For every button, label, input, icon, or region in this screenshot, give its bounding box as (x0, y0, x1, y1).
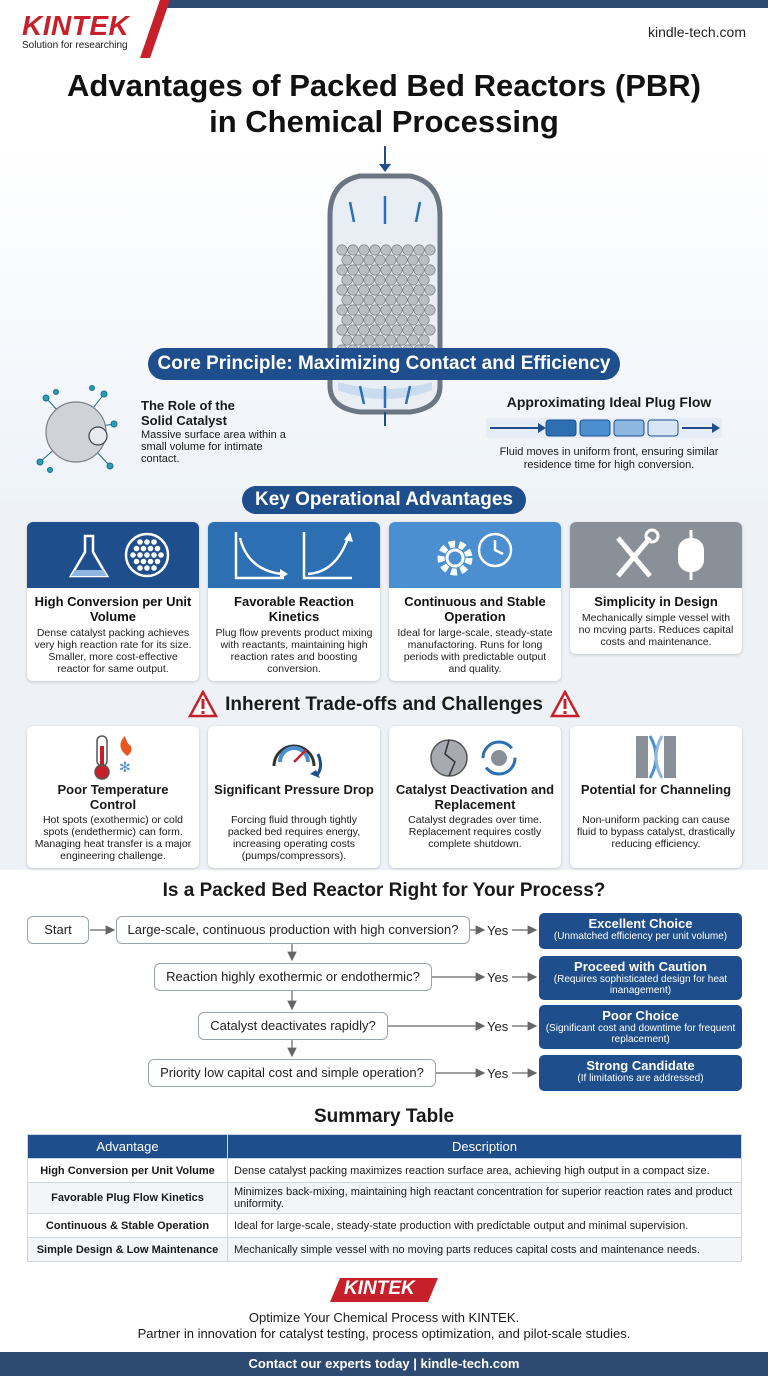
result-title: Proceed with Caution (574, 959, 707, 974)
table-cell-advantage: Simple Design & Low Maintenance (28, 1238, 228, 1262)
core-principle-banner: Core Principle: Maximizing Contact and Efficiency (148, 348, 620, 380)
card-description: Hot spots (exothermic) or cold spots (endethermic) can form. Managing heat transfer is a major engineering challenge. (34, 814, 192, 862)
flow-result (539, 956, 742, 1000)
catalyst-role-description: Massive surface area within a small volume for intimate contact. (141, 429, 286, 465)
summary-table (27, 1134, 742, 1262)
footer-tagline-2: Partner in innovation for catalyst testing, process optimization, and pilot-scale studies. (137, 1326, 631, 1341)
plug-flow-title: Approximating Ideal Plug Flow (506, 394, 712, 410)
logo-tagline: Solution for researching (22, 40, 128, 51)
card-description: Catalyst degrades over time. Replacement requires costly complete shutdown. (408, 814, 542, 850)
table-cell-description: Ideal for large-scale, steady-state production with predictable output and minimal supervision. (228, 1214, 742, 1238)
flow-question: Large-scale, continuous production with high conversion? (116, 916, 470, 944)
table-row (28, 1159, 742, 1183)
summary-table-title: Summary Table (313, 1106, 455, 1127)
flow-question: Priority low capital cost and simple operation? (148, 1059, 436, 1087)
card-title: Catalyst Deactivation and Replacement (395, 782, 555, 812)
advantages-banner: Key Operational Advantages (242, 486, 526, 514)
card-title: High Conversion per Unit Volume (34, 594, 192, 624)
card-title: Favorable Reaction Kinetics (234, 594, 354, 624)
card-description: Forcing fluid through tightly packed bed requires energy, increasing operating costs (pumps/compressors). (227, 814, 361, 862)
flow-question: Reaction highly exothermic or endothermic? (154, 963, 432, 991)
card-description: Dense catalyst packing achieves very high reaction rate for its size. Smaller, more cost-effective reactor for same output. (34, 627, 192, 675)
table-row (28, 1238, 742, 1262)
column-header-description: Description (228, 1135, 742, 1159)
flow-yes-label: Yes (487, 1019, 509, 1034)
result-title: Strong Candidate (586, 1058, 695, 1073)
table-cell-advantage: Favorable Plug Flow Kinetics (28, 1183, 228, 1214)
flow-result (539, 1005, 742, 1049)
card-title: Poor Temperature Control (57, 782, 169, 812)
card-description: Non-uniform packing can cause fluid to bypass catalyst, drastically reducing efficiency. (576, 814, 736, 850)
title-line-2: in Chemical Processing (209, 104, 559, 139)
column-header-advantage: Advantage (28, 1135, 228, 1159)
card-description: Mechanically simple vessel with no mcving parts. Reduces capital costs and maintenance. (578, 612, 734, 648)
card-title: Continuous and Stable Operation (404, 594, 546, 624)
table-cell-advantage: Continuous & Stable Operation (28, 1214, 228, 1238)
table-cell-advantage: High Conversion per Unit Volume (28, 1159, 228, 1183)
flow-result (539, 913, 742, 949)
result-subtitle: (If limitations are addressed) (577, 1073, 704, 1084)
table-row (28, 1183, 742, 1214)
decision-flow-title: Is a Packed Bed Reactor Right for Your Process? (162, 880, 606, 901)
card-description: Ideal for large-scale, steady-state manufactoring. Runs for long periods with predictable output and quality. (397, 627, 553, 675)
catalyst-role-title: The Role of the Solid Catalyst (141, 398, 235, 428)
footer-logo-text[interactable]: KINTEK (344, 1278, 415, 1299)
result-title: Poor Choice (602, 1008, 679, 1023)
card-title: Simplicity in Design (594, 594, 718, 609)
flow-start: Start (27, 916, 89, 944)
result-title: Excellent Choice (588, 916, 693, 931)
table-row (28, 1214, 742, 1238)
flow-result (539, 1055, 742, 1091)
svg-text:✻: ✻ (119, 760, 131, 776)
site-url-link[interactable]: kindle-tech.com (647, 24, 746, 40)
flow-yes-label: Yes (487, 1066, 509, 1081)
card-title: Significant Pressure Drop (214, 782, 374, 797)
flow-yes-label: Yes (487, 970, 509, 985)
result-subtitle: (Significant cost and downtime for frequent replacement) (545, 1023, 736, 1045)
title-line-1: Advantages of Packed Bed Reactors (PBR) (67, 68, 701, 103)
table-header-row (28, 1135, 742, 1159)
logo-text: KINTEK (22, 10, 130, 41)
footer-tagline-1: Optimize Your Chemical Process with KINTEK. (248, 1310, 520, 1325)
challenges-title: Inherent Trade-offs and Challenges (225, 694, 543, 715)
plug-flow-description: Fluid moves in uniform front, ensuring similar residence time for high conversion. (499, 446, 719, 471)
table-cell-description: Dense catalyst packing maximizes reaction surface area, achieving high output in a compact size. (228, 1159, 742, 1183)
flow-yes-label: Yes (487, 923, 509, 938)
flow-question: Catalyst deactivates rapidly? (198, 1012, 388, 1040)
result-subtitle: (Requires sophisticated design for heat inanagement) (553, 974, 728, 996)
result-subtitle: (Unmatched efficiency per unit volume) (553, 931, 728, 942)
table-cell-description: Minimizes back-mixing, maintaining high reactant concentration for superior reaction rates and product uniformity. (228, 1183, 742, 1214)
card-title: Potential for Channeling (580, 782, 732, 797)
card-description: Plug flow prevents product mixing with reactants, maintaining high reaction rates and boosting conversion. (215, 627, 373, 675)
contact-bar-link[interactable]: Contact our experts today | kindle-tech.com (0, 1352, 768, 1376)
table-cell-description: Mechanically simple vessel with no moving parts reduces capital costs and maintenance needs. (228, 1238, 742, 1262)
